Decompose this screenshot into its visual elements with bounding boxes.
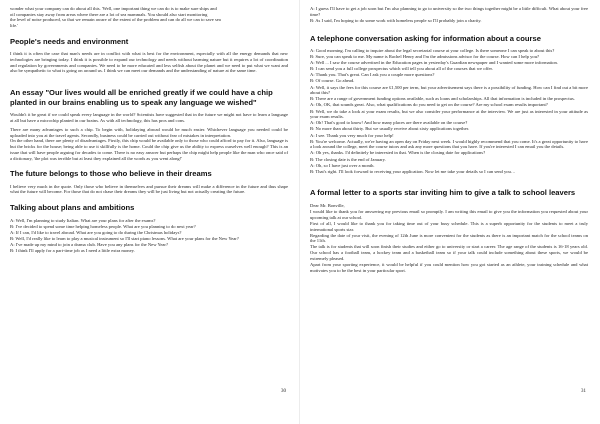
dialogue-line: A: Oh! That's good to know! And how many places are there available on the course?	[310, 120, 468, 126]
dialogue-line: A: Well, it says the fees for this course are £1,500 per term, but your advertisement says there is a possibility of funding. How can I find out a bit more about this?	[310, 84, 588, 96]
dialogue-line: A: Well ... I saw the course advertised in the Education pages in yesterday's Guardian newspaper and I wanted some more information.	[310, 60, 558, 66]
paragraph: I believe very much in the quote. Only those who believe in themselves and pursue their dreams will make a difference in the future and thus shape what the future will become. For those that do not chase their dreams they will be just living but not actually creating the future.	[10, 183, 288, 195]
paragraph: There are many advantages to such a chip. To begin with, holidaying abroad would be much easier. Whichever language you needed could be uploaded into you at the travel agents. Secondly, business could be carried out without fear of mistakes in interpretation.	[10, 127, 288, 138]
dialogue-line: A: I've made up my mind to join a drama club. Have you any plans for the New Year?	[10, 242, 168, 248]
dialogue-continued	[310, 6, 588, 24]
dialogue-line: A: Oh yes, thanks. I'd definitely be interested in that. When is the closing date for applications?	[310, 150, 486, 156]
letter-paragraph: Regarding the date of your visit, the evening of 12th June is more convenient for the students as there is an important match for the school teams on the 11th.	[310, 232, 588, 244]
intro-line: life.'	[10, 23, 19, 29]
dialogue-line: A: Oh, so I have just over a month.	[310, 162, 375, 168]
section-heading-plans: Talking about plans and ambitions	[10, 203, 135, 213]
right-page	[300, 0, 600, 424]
dialogue-line: B: No more than about thirty. But we usually receive about sixty applications together.	[310, 126, 470, 132]
section-heading-essay: An essay "Our lives would all be enriched greatly if we could have a chip planted in our brains enabling us to speak any language we wished"	[10, 88, 273, 107]
left-intro	[10, 6, 288, 29]
dialogue-line: B: Of course. Go ahead.	[310, 78, 355, 84]
section-heading-needs: People's needs and environment	[10, 36, 129, 46]
letter-paragraph: The talk is for students that will soon finish their studies and either go to university or start a career. The age range of the students is 16-18 years old. Our school has a football team, a hockey team and a basketball team so if your talk could include something about these sports, we would be extremely pleased.	[310, 244, 588, 261]
dialogue-line: B: As I said, I'm hoping to do some work with homeless people so I'll probably join a charity.	[310, 17, 482, 23]
dialogue-line: B: The closing date is the end of January.	[310, 156, 386, 162]
dialogue-line: B: There are a range of government funding options available, such as loans and scholarships. All that information is included in the prospectus.	[310, 96, 575, 102]
dialogue-line: A: I guess I'll have to get a job soon but I'm also planning to go to university so the two things together might be a little difficult. What about your free time?	[310, 6, 588, 17]
dialogue-line: A: Oh, OK, that sounds great. Also, what qualifications do you need to get on the course? Are my school exam results important?	[310, 102, 548, 108]
dialogue-telephone	[310, 48, 588, 174]
dialogue-line: A: Thank you. That's great. Can I ask you a couple more questions?	[310, 72, 435, 78]
dialogue-line: A: Well, I'm planning to study Italian. What are your plans for after the exams?	[10, 217, 156, 223]
dialogue-line: B: Well, I'd really like to learn to play a musical instrument so I'll start piano lessons. What are your plans for the New Year?	[10, 235, 239, 241]
formal-letter	[310, 203, 588, 273]
letter-paragraph: First of all, I would like to thank you for taking time out of your busy schedule. This is a superb opportunity for the students to meet a truly international sports star.	[310, 220, 588, 232]
paragraph: Wouldn't it be great if we could speak every language in the world? Scientists have suggested that in the future we might not have to learn a language at all but have a microchip planted in our brains. As with all technology, this has pros and cons.	[10, 112, 288, 123]
dialogue-line: B: That's right. I'll look forward to receiving your application. Now let me take your details so I can send you…	[310, 168, 516, 174]
letter-salutation: Dear Mr. Bonville,	[310, 202, 345, 208]
dialogue-line: B: Sure, you can speak to me. My name is Rachel Henry and I'm the admissions advisor for the course. How can I help you?	[310, 54, 540, 60]
page-number: 31	[581, 389, 586, 394]
paragraph: On the other hand, there are plenty of disadvantages. Firstly, this chip would be available only to those who could afford to pay for it. Also, language is but the bricks for the house; being able to use it skillfully is the home. Could the chip give us the ability to express ourselves well enough? This is an issue that will have people arguing for decades to come. There is no easy answer but perhaps the chip might help people like the man who once said of a dictionary, 'the plot was terrible but at least they explained all the words as you went along!'	[10, 138, 288, 161]
dialogue-line: B: I think I'll apply for a part-time job as I need a little extra money.	[10, 248, 135, 254]
page-number: 30	[281, 389, 286, 394]
section-heading-future: The future belongs to those who believe in their dreams	[10, 169, 212, 179]
intro-line: wonder what your company can do about all this. 'Well, one important thing we can do is to make sure ships and	[10, 6, 217, 11]
section-heading-telephone: A telephone conversation asking for information about a course	[310, 33, 541, 43]
intro-line: oil companies stay away from areas where there are a lot of sea mammals. You should also start monitoring	[10, 11, 208, 17]
dialogue-line: B: Well, we do take a look at your exam results, but we also consider your performance at the interview. We are just as interested in your attitude as your exam results.	[310, 108, 588, 120]
letter-paragraph: Apart from your sporting experience, it would be helpful if you could mention how you got started as an athlete, your training schedule and what motivates you to be the best in your particular sport.	[310, 261, 588, 273]
dialogue-line: A: If I can, I'd like to travel abroad. What are you going to do during the Christmas holidays?	[10, 229, 182, 235]
dialogue-line: B: You're welcome. Actually, we're having an open day on Friday next week. I would highly recommend that you come. It's a great opportunity to have a look around the college, meet the course tutors and ask any more questions that you have. If you're interested I can email you the details.	[310, 138, 588, 150]
dialogue-line: A: Good morning. I'm calling to inquire about the legal secretarial course at your college. Is there someone I can speak to about this?	[310, 48, 555, 53]
section-heading-letter: A formal letter to a sports star inviting him to give a talk to school leavers	[310, 188, 576, 198]
paragraph: I think it is often the case that man's needs are in conflict with what is best for the environment, especially with all the energy demands that new technologies are bringing today. I think it is possible to expand our technology and needs without harming nature but it requires a lot of coordination and regulation by governments and companies. We need to be more educated and less selfish about the planet and we need to put what we want and also be sympathetic to what is going on around us. I think we can meet our demands and the understanding of nature at the same time.	[10, 51, 288, 74]
dialogue-plans	[10, 218, 288, 254]
dialogue-line: A: I see. Thank you very much for your help!	[310, 132, 394, 138]
letter-paragraph: I would like to thank you for answering my previous email so promptly. I am writing this email to give you the information you requested about your upcoming talk at our school.	[310, 209, 588, 220]
dialogue-line: B: I can send you a full college prospectus which will tell you about all of the courses that we offer.	[310, 66, 493, 72]
intro-line: the level of noise produced, so that we remain aware of the extent of the problem and can do all we can to save sea	[10, 17, 221, 23]
dialogue-line: B: I've decided to spend some time helping homeless people. What are you planning to do next year?	[10, 223, 196, 229]
